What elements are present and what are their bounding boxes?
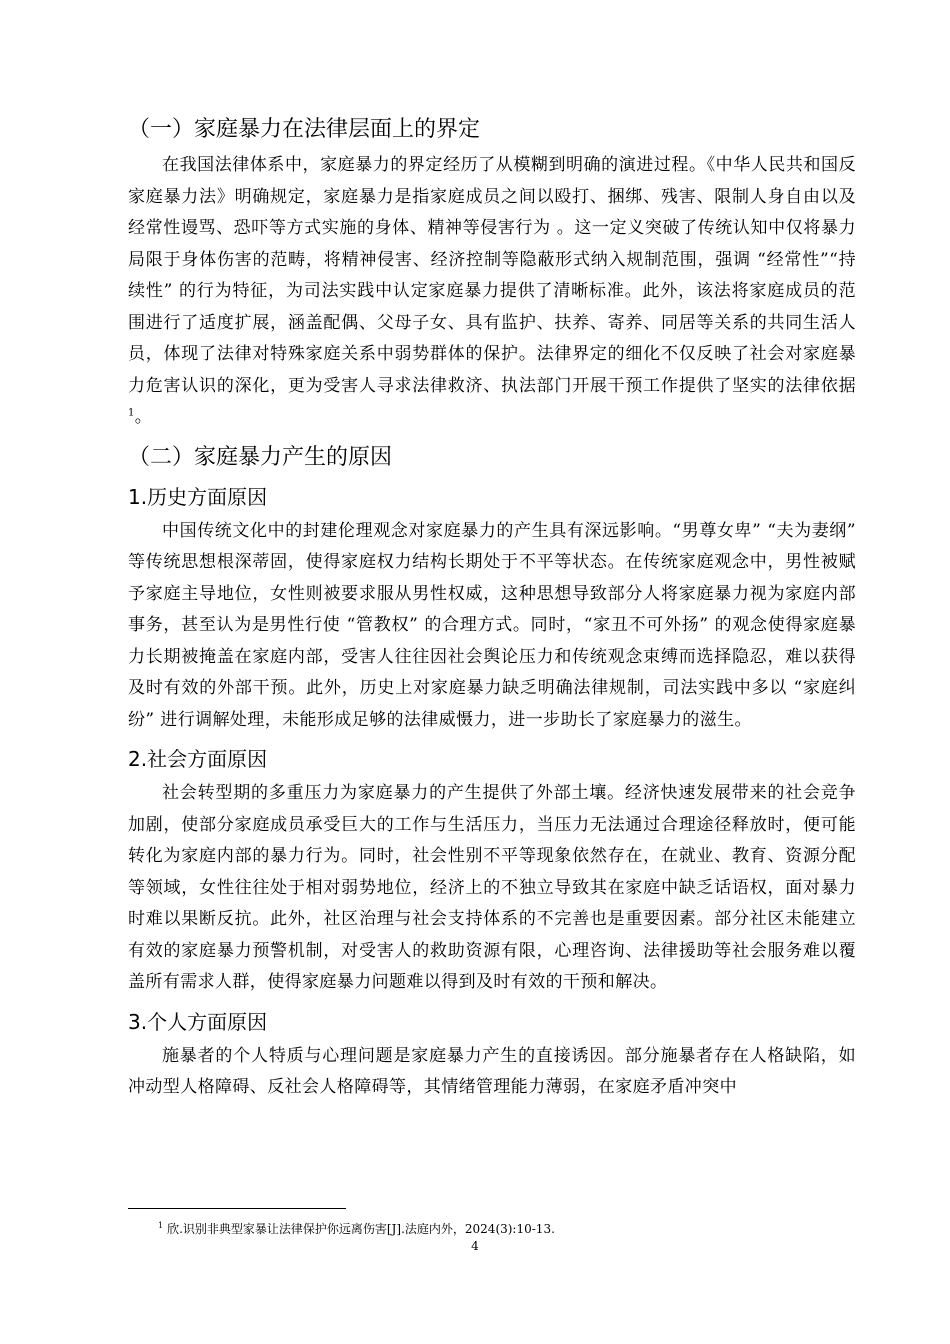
footnote-text: 欣.识别非典型家暴让法律保护你远离伤害[J].法庭内外，2024(3):10-13. <box>167 1222 555 1236</box>
footnote-divider <box>128 1208 346 1209</box>
section-heading-causes: （二）家庭暴力产生的原因 <box>128 444 393 470</box>
page-number: 4 <box>471 1239 479 1253</box>
footnote <box>158 1218 555 1237</box>
section-heading-legal-definition: （一）家庭暴力在法律层面上的界定 <box>128 117 481 142</box>
subheading-historical-causes: 1.历史方面原因 <box>128 484 268 509</box>
subheading-personal-causes: 3.个人方面原因 <box>128 1009 268 1034</box>
paragraph-legal-definition-text: 在我国法律体系中，家庭暴力的界定经历了从模糊到明确的演进过程。《中华人民共和国反家庭暴力法》明确规定，家庭暴力是指家庭成员之间以殴打、捆绑、残害、限制人身自由以及经常性谩骂、恐吓等方式实施的身体、精神等侵害行为 。这一定义突破了传统认知中仅将暴力局限于身体伤害的范畴，将精神侵害、经济控制等隐蔽形式纳入规制范围，强调 “经常性”“持续性” 的行为特征，为司法实践中认定家庭暴力提供了清晰标准。此外，该法将家庭成员的范围进行了适度扩展，涵盖配偶、父母子女、具有监护、扶养、寄养、同居等关系的共同生活人员，体现了法律对特殊家庭关系中弱势群体的保护。法律界定的细化不仅反映了社会对家庭暴力危害认识的深化，更为受害人寻求法律救济、执法部门开展干预工作提供了坚实的法律依据 <box>128 155 856 396</box>
paragraph-historical-causes: 中国传统文化中的封建伦理观念对家庭暴力的产生具有深远影响。“男尊女卑” “夫为妻纲” 等传统思想根深蒂固，使得家庭权力结构长期处于不平等状态。在传统家庭观念中，男性被赋予家庭主导地位，女性则被要求服从男性权威，这种思想导致部分人将家庭暴力视为家庭内部事务，甚至认为是男性行使 “管教权” 的合理方式。同时，“家丑不可外扬” 的观念使得家庭暴力长期被掩盖在家庭内部，受害人往往因社会舆论压力和传统观念束缚而选择隐忍，难以获得及时有效的外部干预。此外，历史上对家庭暴力缺乏明确法律规制，司法实践中多以 “家庭纠纷” 进行调解处理，未能形成足够的法律威慑力，进一步助长了家庭暴力的滋生。 <box>128 520 856 730</box>
paragraph-legal-definition <box>128 150 856 434</box>
paragraph-personal-causes: 施暴者的个人特质与心理问题是家庭暴力产生的直接诱因。部分施暴者存在人格缺陷，如冲动型人格障碍、反社会人格障碍等，其情绪管理能力薄弱，在家庭矛盾冲突中 <box>128 1045 856 1097</box>
footnote-number: 1 <box>158 1221 164 1230</box>
paragraph-legal-definition-end: 。 <box>134 407 153 427</box>
footnote-reference[interactable]: 1 <box>128 407 135 419</box>
page-body <box>128 112 856 1104</box>
paragraph-social-causes: 社会转型期的多重压力为家庭暴力的产生提供了外部土壤。经济快速发展带来的社会竞争加剧，使部分家庭成员承受巨大的工作与生活压力，当压力无法通过合理途径释放时，便可能转化为家庭内部的暴力行为。同时，社会性别不平等现象依然存在，在就业、教育、资源分配等领域，女性往往处于相对弱势地位，经济上的不独立导致其在家庭中缺乏话语权，面对暴力时难以果断反抗。此外，社区治理与社会支持体系的不完善也是重要因素。部分社区未能建立有效的家庭暴力预警机制，对受害人的救助资源有限，心理咨询、法律援助等社会服务难以覆盖所有需求人群，使得家庭暴力问题难以得到及时有效的干预和解决。 <box>128 783 856 992</box>
subheading-social-causes: 2.社会方面原因 <box>128 747 268 771</box>
